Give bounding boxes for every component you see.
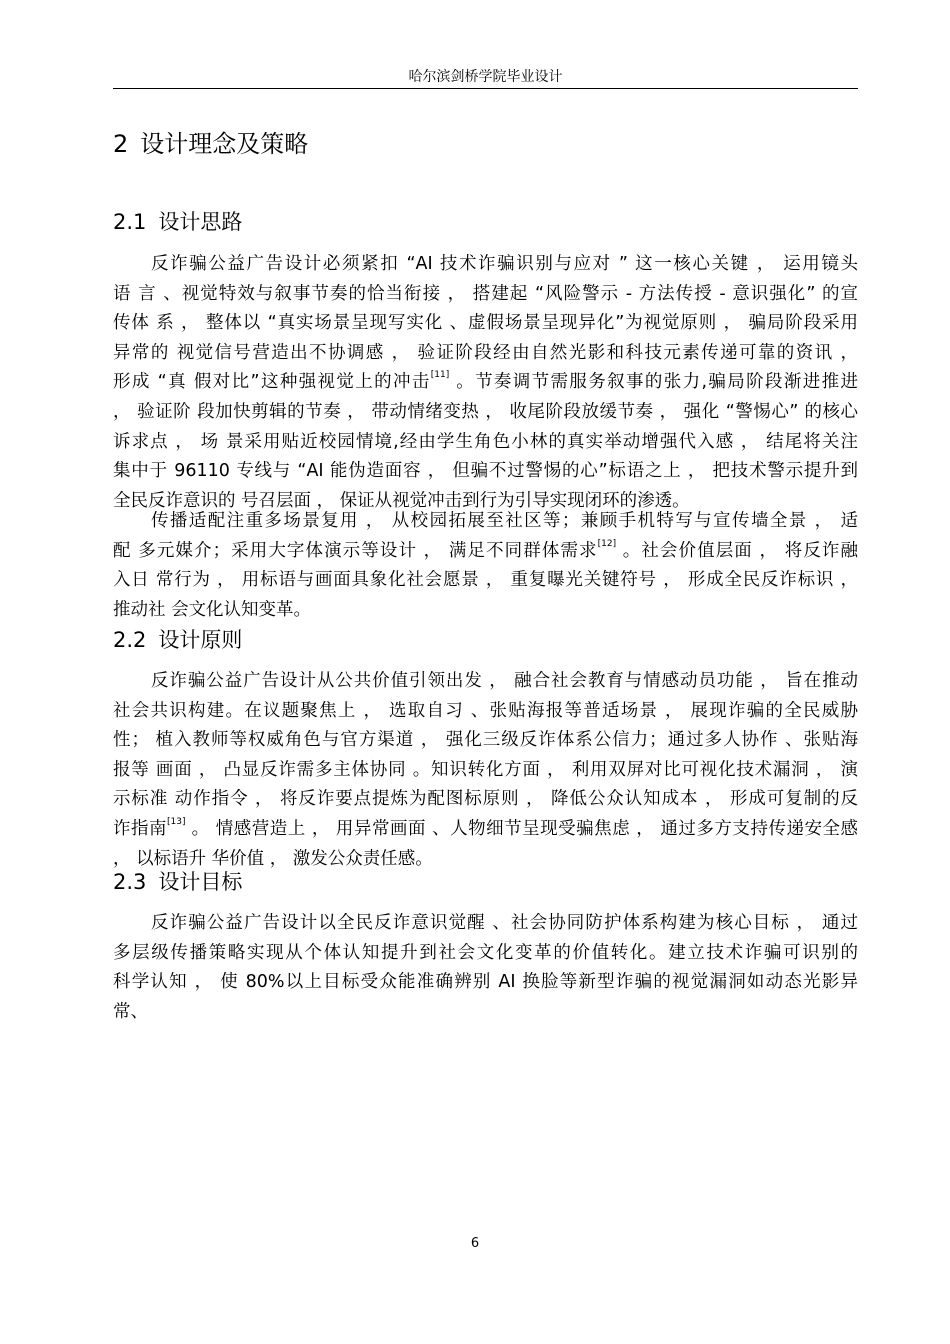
citation: [13] bbox=[167, 816, 186, 827]
section-title-2-3 bbox=[113, 868, 242, 896]
chapter-number: 2 bbox=[113, 130, 129, 158]
text-line: 常、 bbox=[113, 1001, 148, 1022]
citation: [12] bbox=[597, 538, 617, 549]
section-title-text: 设计目标 bbox=[158, 870, 243, 894]
citation: [11] bbox=[430, 370, 450, 381]
text-segment: 形成 “真 假对比”这种强视觉上的冲击 bbox=[113, 372, 431, 393]
text-line: 科学认知 ， 使 80%以上目标受众能准确辨别 AI 换脸等新型诈骗的视觉漏洞如动态光影异 bbox=[113, 972, 858, 993]
text-line: ， 验证阶 段加快剪辑的节奏 ， 带动情绪变热 ， 收尾阶段放缓节奏 ， 强化 “警惕心” 的核心 bbox=[113, 401, 858, 422]
text-segment: 。 情感营造上 ， 用异常画面 、人物细节呈现受骗焦虑 ， 通过多方支持传递安全感 bbox=[185, 818, 859, 839]
text-line: ， 以标语升 华价值 ， 激发公众责任感。 bbox=[113, 848, 433, 869]
text-segment: 诈指南 bbox=[113, 818, 168, 839]
text-segment: 。节奏调节需服务叙事的张力,骗局阶段渐进推进 bbox=[449, 372, 859, 393]
text-line: 社会共识构建。在议题聚焦上 ， 选取自习 、张贴海报等普适场景 ， 展现诈骗的全民威胁 bbox=[113, 700, 858, 721]
paragraph-2-3 bbox=[113, 909, 858, 1027]
text-line: 入日 常行为 ， 用标语与画面具象化社会愿景 ， 重复曝光关键符号 ， 形成全民反诈标识 ， bbox=[113, 570, 858, 591]
text-line: 报等 画面 ， 凸显反诈需多主体协同 。知识转化方面 ， 利用双屏对比可视化技术漏洞 ， 演 bbox=[113, 759, 858, 780]
section-number: 2.3 bbox=[113, 870, 147, 894]
paragraph-2-2 bbox=[113, 667, 858, 874]
text-line-with-citation bbox=[113, 368, 858, 398]
text-line: 全民反诈意识的 号召层面 ， 保证从视觉冲击到行为引导实现闭环的渗透。 bbox=[113, 490, 690, 511]
text-segment: 。社会价值层面 ， 将反诈融 bbox=[616, 540, 859, 561]
section-number: 2.2 bbox=[113, 628, 147, 652]
text-line: 传体 系 ， 整体以 “真实场景呈现写实化 、虚假场景呈现异化”为视觉原则 ， 骗局阶段采用 bbox=[113, 313, 858, 334]
text-line: 反诈骗公益广告设计从公共价值引领出发 ， 融合社会教育与情感动员功能 ， 旨在推动 bbox=[151, 671, 858, 691]
chapter-title bbox=[113, 128, 308, 160]
page-number: 6 bbox=[470, 1236, 480, 1251]
paragraph-2-1-b bbox=[113, 507, 858, 625]
text-line-with-citation bbox=[113, 537, 858, 567]
text-line: 多层级传播策略实现从个体认知提升到社会文化变革的价值转化。建立技术诈骗可识别的 bbox=[113, 942, 858, 963]
text-line: 异常的 视觉信号营造出不协调感 ， 验证阶段经由自然光影和科技元素传递可靠的资讯 ， bbox=[113, 342, 858, 363]
section-title-2-1 bbox=[113, 208, 242, 236]
text-line: 语 言 、视觉特效与叙事节奏的恰当衔接 ， 搭建起 “风险警示 - 方法传授 - 意识强化” 的宣 bbox=[113, 283, 858, 304]
text-segment: 配 多元媒介；采用大字体演示等设计 ， 满足不同群体需求 bbox=[113, 540, 598, 561]
paragraph-2-1-a bbox=[113, 250, 858, 516]
text-line: 性； 植入教师等权威角色与官方渠道 ， 强化三级反诈体系公信力；通过多人协作 、张贴海 bbox=[113, 730, 858, 751]
section-title-text: 设计思路 bbox=[158, 210, 243, 234]
text-line-with-citation bbox=[113, 815, 858, 845]
text-line: 示标准 动作指令 ， 将反诈要点提炼为配图标原则 ， 降低公众认知成本 ， 形成可复制的反 bbox=[113, 789, 858, 810]
text-line: 集中于 96110 专线与 “AI 能伪造面容 ， 但骗不过警惕的心”标语之上 ， 把技术警示提升到 bbox=[113, 461, 858, 482]
text-line: 反诈骗公益广告设计必须紧扣 “AI 技术诈骗识别与应对 ” 这一核心关键 ， 运用镜头 bbox=[151, 254, 858, 274]
text-line: 传播适配注重多场景复用 ， 从校园拓展至社区等；兼顾手机特写与宣传墙全景 ， 适 bbox=[151, 511, 858, 531]
chapter-title-text: 设计理念及策略 bbox=[140, 130, 309, 158]
header-rule bbox=[113, 88, 858, 89]
section-title-2-2 bbox=[113, 626, 242, 654]
page-header: 哈尔滨剑桥学院毕业设计 bbox=[408, 69, 563, 85]
text-line: 反诈骗公益广告设计以全民反诈意识觉醒 、社会协同防护体系构建为核心目标 ， 通过 bbox=[151, 913, 858, 933]
text-line: 推动社 会文化认知变革。 bbox=[113, 599, 312, 620]
section-title-text: 设计原则 bbox=[158, 628, 243, 652]
text-line: 诉求点 ， 场 景采用贴近校园情境,经由学生角色小林的真实举动增强代入感 ， 结尾将关注 bbox=[113, 431, 858, 452]
section-number: 2.1 bbox=[113, 210, 147, 234]
